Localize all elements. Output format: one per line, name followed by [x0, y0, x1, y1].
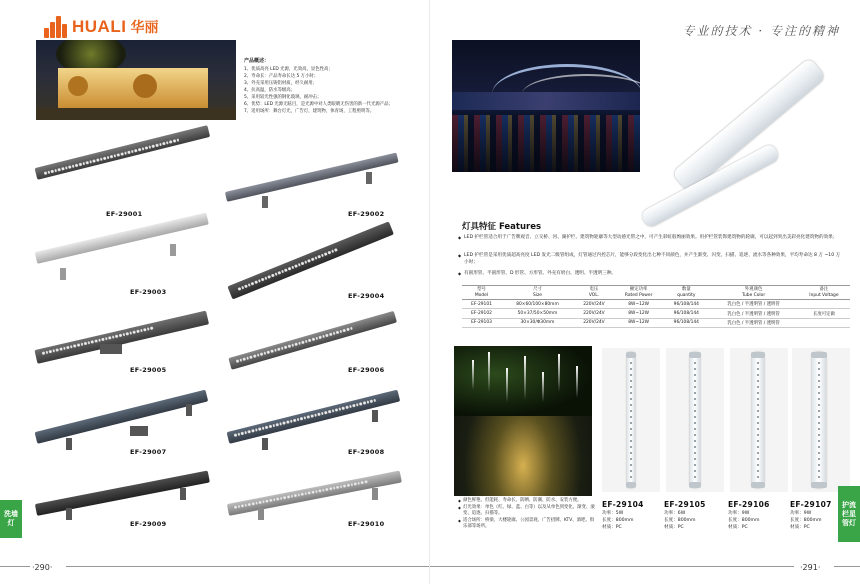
product-ef-29009 [30, 452, 210, 528]
right-page [430, 0, 860, 584]
product-description [244, 58, 430, 115]
category-tab: 洗墙灯 [0, 500, 22, 538]
meteor-light-photo [454, 346, 592, 496]
meteor-desc-item: ◆ 颜色鲜艳、但能耗、寿命长、防晒、防潮、防水、安装方便。 [458, 498, 598, 505]
meteor-tube [812, 352, 826, 488]
product-label: EF-29001 [106, 210, 143, 218]
spec-row: EF-29102 50×37/50×50mm 220V/24V 8W~12W 96/108/144 乳白色 / 半透明管 / 透明管 长度可定做 [462, 309, 850, 318]
spec-header-cell: 备注 Input Voltage [798, 286, 850, 300]
meteor-tube [690, 352, 700, 488]
description-line: 7、适用场所：舞台灯光，广告灯，建筑物，体育场，工程照明等。 [244, 109, 375, 114]
led-row [44, 131, 208, 174]
spec-table [462, 285, 850, 328]
spec-header-cell: 外观颜色 Tube Color [709, 286, 798, 300]
driver-box [130, 426, 148, 436]
tube-model: EF-29107 [790, 500, 832, 509]
meteor-tube-card [666, 348, 724, 492]
product-label: EF-29010 [348, 520, 385, 528]
spec-header-cell: 额定功率 Rated Power [614, 286, 663, 300]
spec-header-cell: 数量 quantity [663, 286, 709, 300]
description-line: 2、寿命长：产品寿命长达 5 万小时； [244, 74, 319, 79]
tube-power: 功率：6W [664, 511, 686, 516]
meteor-tube [627, 352, 635, 488]
feature-item: ◆ LED 护栏管是采用优质超高亮度 LED 发光二级管组成，灯管通过内控芯片，能够分段变化出七种不同颜色，并产生渐变、闪变、扫描、追逐、流水等各种效果，平均寿命达 8 万 ~10 万小时； [464, 252, 844, 266]
mount-bracket [258, 508, 264, 520]
driver-box [100, 344, 122, 354]
feature-item: ◆ LED 护栏管适合用于广告牌观音、立交桥、河、湖护栏、建筑物轮廓等大型动感光带之中，可产生彩虹般绚丽效果。用护栏管装饰建筑物的轮廓，可以起到突出美彩亮化建筑物的效果； [464, 234, 844, 241]
wall-wash-photo [36, 40, 236, 120]
tube-material: 材质：PC [790, 525, 810, 530]
led-row [238, 228, 387, 290]
led-row [236, 315, 392, 362]
mount-bracket [180, 488, 186, 500]
spec-row: EF-29103 30×30/Φ30mm 220V/24V 8W~12W 96/108/144 乳白色 / 半透明管 / 透明管 [462, 318, 850, 327]
spec-header-cell: 尺寸 Size [501, 286, 574, 300]
tube-power: 功率：5W [602, 511, 624, 516]
spec-header-cell: 电压 VOL. [574, 286, 614, 300]
meteor-tube [752, 352, 764, 488]
tube-info [664, 500, 724, 531]
product-label: EF-29003 [130, 288, 167, 296]
tube-model: EF-29106 [728, 500, 770, 509]
tube-info [728, 500, 788, 531]
tube-info [602, 500, 662, 531]
product-label: EF-29008 [348, 448, 385, 456]
led-row [42, 314, 206, 354]
mount-bracket [262, 438, 268, 450]
brand-name-cn: 华丽 [130, 20, 159, 36]
product-ef-29001 [30, 150, 210, 226]
mount-bracket [60, 268, 66, 280]
meteor-tube-card [730, 348, 788, 492]
product-label: EF-29009 [130, 520, 167, 528]
product-ef-29007 [30, 376, 210, 456]
footer-rule [834, 566, 860, 567]
product-ef-29006 [222, 300, 402, 376]
mount-bracket [366, 172, 372, 184]
description-line: 4、抗高温，防水等级高； [244, 88, 296, 93]
mount-bracket [170, 244, 176, 256]
mount-bracket [262, 196, 268, 208]
meteor-description [458, 498, 598, 531]
feature-item: ◆ 有圆形管、半圆形管、D 形管、方形管。外壳有奶白、透明、半透明三种。 [464, 270, 844, 277]
description-line: 5、采用较光性强的钢化玻璃，耐冲击； [244, 95, 322, 100]
meteor-desc-item: ◆ 适合场所：桥梁、大楼轮廓、公园景观、广告招牌、KTV、酒吧、俱乐部等场所。 [458, 518, 598, 531]
product-label: EF-29005 [130, 366, 167, 374]
mount-bracket [372, 410, 378, 422]
mount-bracket [186, 404, 192, 416]
product-label: EF-29007 [130, 448, 167, 456]
spec-header-row [462, 286, 850, 300]
tube-length: 长度：800mm [602, 518, 634, 523]
product-label: EF-29006 [348, 366, 385, 374]
brand-logo [42, 12, 172, 42]
footer-rule [66, 566, 430, 567]
brand-name: HUALI [72, 17, 127, 36]
tube-model: EF-29105 [664, 500, 706, 509]
product-label: EF-29004 [348, 292, 385, 300]
mount-bracket [66, 508, 72, 520]
tube-length: 长度：800mm [790, 518, 822, 523]
mount-bracket [372, 488, 378, 500]
description-line: 1、优质高亮 LED 光源，光效高，显色性高； [244, 67, 333, 72]
product-ef-29003 [30, 224, 210, 300]
category-tab: 护流栏星管灯 [838, 486, 860, 542]
description-title: 产品概述： [244, 58, 270, 64]
page-number: ·290· [32, 563, 53, 572]
footer-rule [430, 566, 794, 567]
product-ef-29004 [222, 224, 402, 300]
night-bridge-photo [452, 40, 640, 172]
tube-material: 材质：PC [602, 525, 622, 530]
mount-bracket [66, 438, 72, 450]
tube-power: 功率：9W [790, 511, 812, 516]
brand-logo-icon [42, 14, 68, 40]
tube-length: 长度：800mm [664, 518, 696, 523]
product-ef-29010 [222, 452, 402, 528]
tube-power: 功率：9W [728, 511, 750, 516]
meteor-desc-item: ◆ 灯光效果：单色（红、绿、蓝、白等）以及从单色到变化、渐变、滚变、追逐、扫描等。 [458, 505, 598, 518]
meteor-tube-card [792, 348, 850, 492]
meteor-tube-card [602, 348, 660, 492]
wall-washer-bar [225, 153, 399, 202]
wall-washer-bar [35, 390, 209, 444]
tube-material: 材质：PC [728, 525, 748, 530]
slogan: 专业的技术 · 专注的精神 [682, 24, 840, 38]
product-ef-29005 [30, 300, 210, 376]
product-ef-29002 [222, 150, 402, 226]
product-ef-29008 [222, 376, 402, 456]
page-number: ·291· [800, 563, 821, 572]
spec-header-cell: 型号 Model [462, 286, 501, 300]
description-line: 6、优势：LED 光源无眩目，是光源中对人类眼睛无伤害的新一代光源产品； [244, 102, 393, 107]
product-label: EF-29002 [348, 210, 385, 218]
tube-model: EF-29104 [602, 500, 644, 509]
description-line: 3、外壳采用压铸铝材质，经久耐用； [244, 81, 318, 86]
footer-rule [0, 566, 30, 567]
tube-material: 材质：PC [664, 525, 684, 530]
features-title: 灯具特征 Features [462, 222, 542, 232]
tube-length: 长度：800mm [728, 518, 760, 523]
spec-row: EF-29101 80×60/100×80mm 220V/24V 8W~12W 96/108/144 乳白色 / 半透明管 / 透明管 [462, 300, 850, 309]
